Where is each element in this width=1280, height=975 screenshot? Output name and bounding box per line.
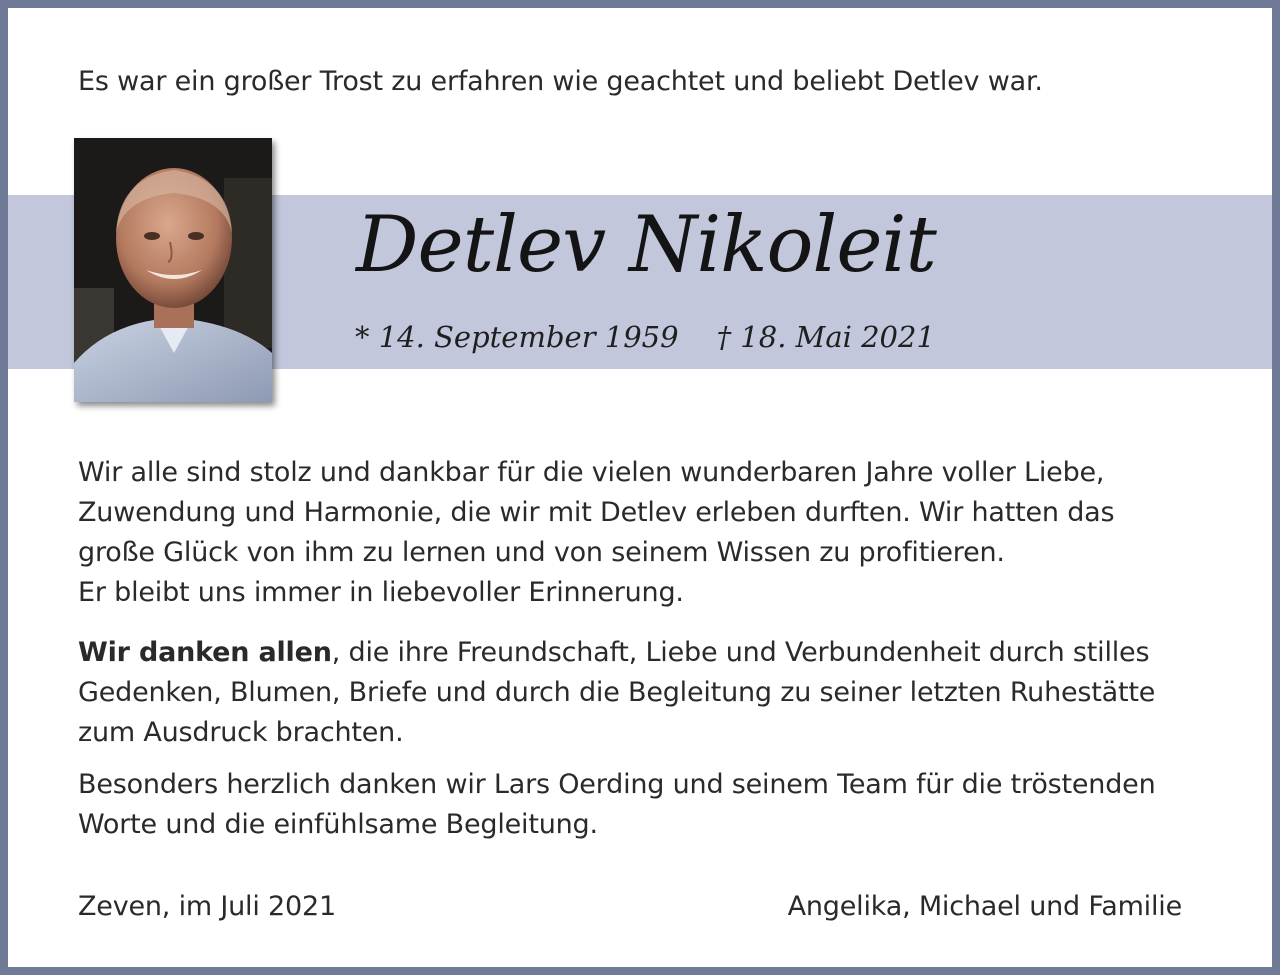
deceased-name: Detlev Nikoleit [356, 200, 936, 290]
death-date: † 18. Mai 2021 [716, 320, 935, 354]
signature: Angelika, Michael und Familie [787, 891, 1182, 922]
paragraph-line: Besonders herzlich danken wir Lars Oerding und seinem Team für die tröstenden [78, 769, 1156, 800]
birth-date: * 14. September 1959 [355, 320, 679, 354]
paragraph-line: große Glück von ihm zu lernen und von seinem Wissen zu profitieren. [78, 537, 1005, 568]
thanks-heading: Wir danken allen [78, 637, 332, 668]
special-thanks-paragraph [78, 765, 1248, 845]
paragraph-line: Er bleibt uns immer in liebevoller Erinnerung. [78, 577, 684, 608]
place-date: Zeven, im Juli 2021 [78, 891, 336, 922]
paragraph-line: Gedenken, Blumen, Briefe und durch die Begleitung zu seiner letzten Ruhestätte [78, 677, 1156, 708]
paragraph-line: Worte und die einfühlsame Begleitung. [78, 809, 598, 840]
gratitude-paragraph [78, 453, 1248, 613]
thanks-text: , die ihre Freundschaft, Liebe und Verbundenheit durch stilles [331, 637, 1150, 668]
paragraph-line: zum Ausdruck brachten. [78, 717, 404, 748]
life-dates [355, 320, 935, 354]
thanks-paragraph [78, 633, 1248, 753]
paragraph-line: Zuwendung und Harmonie, die wir mit Detlev erleben durften. Wir hatten das [78, 497, 1115, 528]
paragraph-line: Wir alle sind stolz und dankbar für die vielen wunderbaren Jahre voller Liebe, [78, 457, 1105, 488]
intro-text: Es war ein großer Trost zu erfahren wie geachtet und beliebt Detlev war. [78, 66, 1043, 97]
paragraph-line [78, 633, 1248, 673]
portrait-photo [74, 138, 272, 402]
